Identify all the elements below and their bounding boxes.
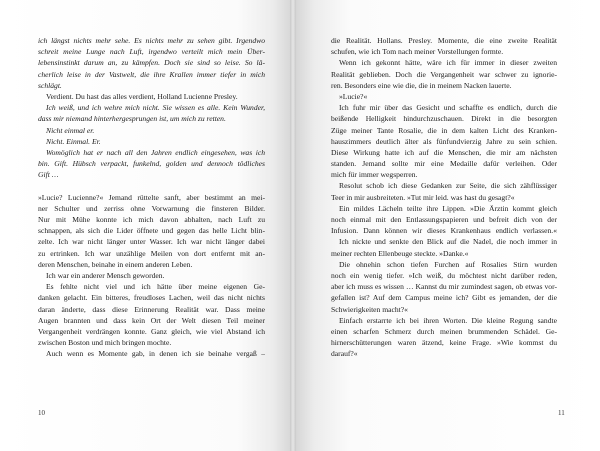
text-line: aber ich muss es wissen … Kannst du mir zumindest sagen, ob etwas vor-: [331, 282, 557, 292]
text-line: Nicht einmal er.: [46, 125, 95, 135]
text-line: ner Schulter und zerriss ohne Vorwarnung die finsteren Bilder.: [38, 203, 265, 213]
text-line: Infusion. Dann können wir dieses Krankenhaus endlich verlassen.«: [331, 226, 557, 236]
left-page-text: [38, 35, 265, 359]
text-line: Verdient. Du hast das alles verdient, Holland Lucienne Presley.: [46, 91, 238, 101]
text-line: schlägt.: [38, 80, 62, 90]
text-line: darauf?«: [331, 349, 358, 359]
text-line: mich für immer wegsperren.: [331, 170, 418, 180]
text-line: Ich nickte und senkte den Blick auf die Nadel, die noch immer in: [339, 237, 557, 247]
text-line: [38, 180, 265, 191]
text-line: Resolut schob ich diese Gedanken zur Seite, die sich zähflüssiger: [339, 181, 557, 191]
text-line: standen. Jemand sollte mir eine Medaille dafür verleihen. Oder: [331, 159, 557, 169]
text-line: ren. Besonders eine wie die, die in meinem Nacken lauerte.: [331, 80, 512, 90]
text-line: Nicht. Einmal. Er.: [46, 136, 101, 146]
text-line: schreit meine Lunge nach Luft, irgendwo verteilt mich mein Über-: [38, 47, 265, 57]
text-line: daran änderte, dass diese Erinnerung Realität war. Dass meine: [38, 304, 265, 314]
text-line: zelte. Ich war nicht länger unter Wasser. Ich war nicht länger dabei: [38, 237, 265, 247]
text-line: »Lucie? Lucienne?« Jemand rüttelte sanft, aber bestimmt an mei-: [38, 192, 265, 202]
text-line: Nur mit Mühe konnte ich mich davon abhalten, nach Luft zu: [38, 215, 265, 224]
text-line: Gift …: [38, 170, 59, 180]
text-line: Einfach erstarrte ich bei ihren Worten. Die kleine Regung sandte: [339, 315, 557, 325]
text-line: dass mir niemand hinterhergesprungen ist, um mich zu retten.: [38, 114, 226, 124]
text-line: beißende Helligkeit hindurchzuschauen. Direkt in die besorgten: [331, 114, 557, 124]
text-line: Vergangenheit verdrängen konnte. Ganz gleich, wie viel Abstand ich: [38, 326, 265, 336]
right-page-text: [331, 35, 557, 359]
text-line: Schwierigkeiten macht?«: [331, 304, 408, 314]
text-line: hirnerschütterungen waren ätzend, keine Frage. »Wie kommst du: [331, 338, 557, 348]
text-line: cherlich leise in der Vastwelt, die ihre Krallen immer tiefer in mich: [38, 69, 265, 79]
text-line: zu ertrinken. Ich war unzählige Meilen von dort entfernt mit an-: [38, 248, 265, 258]
text-line: Züge meiner Tante Rosalie, die in dem kalten Licht des Kranken-: [331, 125, 557, 135]
text-line: zwischen Boston und mich bringen mochte.: [38, 338, 172, 348]
text-line: Teer in mir ausbreiteten. »Tut mir leid. was hast du gesagt?«: [331, 192, 515, 202]
text-line: Ich fuhr mir über das Gesicht und schaffte es endlich, durch die: [339, 103, 557, 113]
text-line: Diese Wirkung hatte ich auf die Menschen, die mir am nächsten: [331, 147, 557, 157]
left-page: [0, 0, 290, 451]
text-line: Womöglich hat er nach all den Jahren endlich eingesehen, was ich: [46, 147, 265, 157]
right-page: [296, 0, 600, 451]
text-line: noch einmal mit den Entlassungspapieren und befreit dich von der: [331, 215, 557, 224]
text-line: danken gelacht. Ein bitteres, freudloses Lachen, weil das nicht nichts: [38, 293, 265, 303]
text-line: gefallen ist? Auf dem Campus meine ich? Gibt es jemanden, der die: [331, 293, 557, 303]
text-line: »Lucie?«: [339, 91, 368, 101]
text-line: einen scharfen Schmerz durch meinen brummenden Schädel. Ge-: [331, 326, 557, 336]
text-line: die Realität. Hollans. Presley. Momente, die eine zweite Realität: [331, 36, 557, 45]
text-line: deren Menschen, beinahe in einem anderen Leben.: [38, 259, 193, 269]
text-line: hauszimmers deutlich älter als fünfundvierzig Jahre zu sein schien.: [331, 136, 557, 146]
text-line: Auch wenn es Momente gab, in denen ich sie beinahe vergaß –: [46, 349, 265, 359]
text-line: Wenn ich gekonnt hätte, wäre ich für immer in dieser zweiten: [339, 58, 557, 68]
text-line: Ich war ein anderer Mensch geworden.: [46, 270, 165, 280]
text-line: schnappen, als sich die Lider öffnete und gegen das helle Licht blin-: [38, 226, 265, 236]
text-line: Ein mildes Lächeln teilte ihre Lippen. »Die Ärztin kommt gleich: [339, 203, 557, 213]
text-line: noch ein wenig tiefer. »Ich weiß, du möchtest nicht darüber reden,: [331, 270, 557, 280]
right-page-number: 11: [558, 409, 565, 417]
text-line: Augen brannten und dass kein Ort der Welt diesen Teil meiner: [38, 315, 265, 325]
text-line: meiner rechten Ellenbeuge steckte. »Danke.«: [331, 248, 469, 258]
text-line: Es fehlte nicht viel und ich hätte über meine eigenen Ge-: [46, 282, 265, 292]
text-line: lebensinstinkt darum an, zu kämpfen. Doch sie sind so leise. So lä-: [38, 58, 265, 68]
left-page-number: 10: [38, 409, 45, 417]
text-line: Ich weiß, und ich wehre mich nicht. Sie wissen es alle. Kein Wunder,: [46, 103, 265, 113]
text-line: Realität geblieben. Doch die Vergangenheit war schwer zu ignorie-: [331, 69, 557, 79]
text-line: schufen, wie ich Tom nach meiner Vorstellungen formte.: [331, 47, 504, 57]
text-line: ich längst nichts mehr sehe. Es nichts mehr zu sehen gibt. Irgendwo: [38, 36, 265, 45]
text-line: Die ohnehin schon tiefen Furchen auf Rosalies Stirn wurden: [339, 259, 557, 269]
text-line: bin. Gift. Hübsch verpackt, funkelnd, golden und dennoch tödliches: [38, 159, 265, 169]
